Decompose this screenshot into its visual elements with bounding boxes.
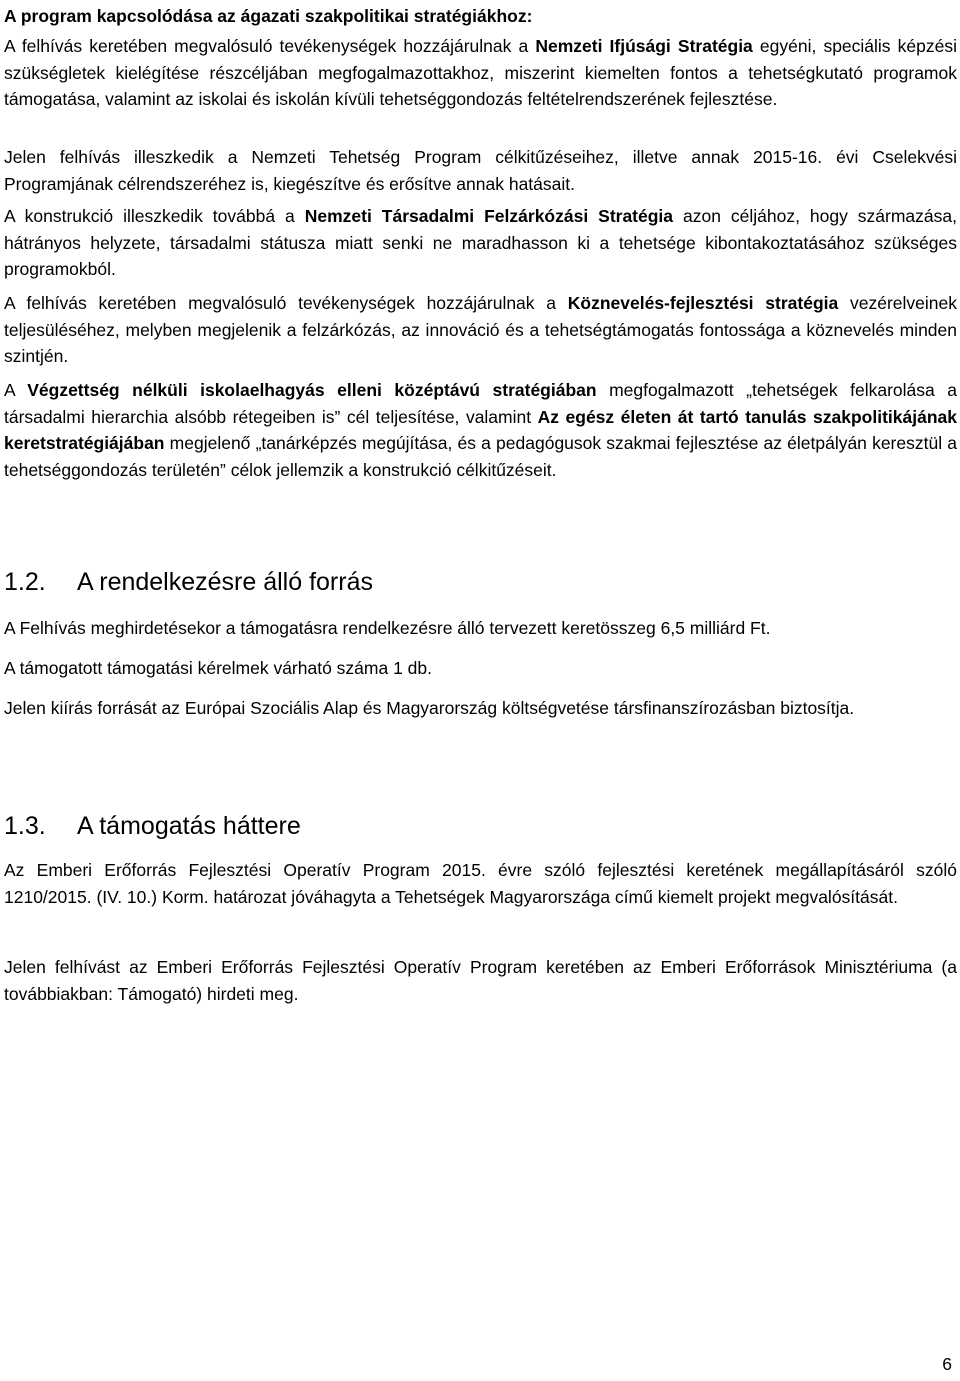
- paragraph-government-decision: [4, 857, 957, 910]
- text-segment: A konstrukció illeszkedik továbbá a: [4, 206, 305, 226]
- page-number: 6: [942, 1354, 952, 1374]
- section-number: 1.3.: [4, 812, 46, 840]
- text-segment: vezérelveinek teljesüléséhez, melyben megjelenik a felzárkózás, az innováció és a tehetségtámogatás fontossága a köznevelés minden szintjén.: [4, 293, 957, 366]
- bold-strategy-name: Nemzeti Ifjúsági Stratégia: [535, 36, 753, 56]
- text-segment: Jelen felhívás illeszkedik a Nemzeti Tehetség Program célkitűzéseihez, illetve annak 2015-16. évi Cselekvési Programjának célrendszeréhez is, kiegészítve és erősítve annak hatásait.: [4, 147, 957, 194]
- paragraph-application-count: [4, 655, 957, 682]
- text-segment: Jelen felhívást az Emberi Erőforrás Fejlesztési Operatív Program keretében az Emberi Erőforrások Minisztériuma (a továbbiakban: Támogató) hirdeti meg.: [4, 957, 957, 1004]
- text-segment: A: [4, 380, 28, 400]
- paragraph-funding-source: [4, 695, 957, 722]
- section-heading-available-funds: [4, 566, 373, 598]
- text-segment: A Felhívás meghirdetésekor a támogatásra rendelkezésre álló tervezett keretösszeg 6,5 milliárd Ft.: [4, 618, 771, 638]
- text-segment: megjelenő „tanárképzés megújítása, és a pedagógusok szakmai fejlesztése az életpályán keresztül a tehetséggondozás területén” célok jellemzik a konstrukció célkitűzéseit.: [4, 433, 957, 480]
- text-segment: azon céljához, hogy származása, hátrányos helyzete, társadalmi státusza miatt senki ne maradhasson ki a tehetsége kibontakoztatásához szükséges programokból.: [4, 206, 957, 279]
- section-title: A rendelkezésre álló forrás: [77, 568, 373, 596]
- paragraph-announcer: [4, 954, 957, 1007]
- text-segment: A támogatott támogatási kérelmek várható száma 1 db.: [4, 658, 432, 678]
- paragraph-public-education: [4, 290, 957, 370]
- section-heading-support-background: [4, 810, 301, 842]
- text-segment: megfogalmazott „tehetségek felkarolása a társadalmi hierarchia alsóbb rétegeiben is” cél teljesítése, valamint: [4, 380, 957, 427]
- bold-strategy-name: Köznevelés-fejlesztési stratégia: [567, 293, 839, 313]
- intro-heading: A program kapcsolódása az ágazati szakpolitikai stratégiákhoz:: [4, 6, 533, 26]
- paragraph-social-inclusion: [4, 203, 957, 283]
- bold-strategy-name: Az egész életen át tartó tanulás szakpolitikájának keretstratégiájában: [4, 406, 957, 453]
- section-title: A támogatás háttere: [77, 812, 301, 840]
- text-segment: Az Emberi Erőforrás Fejlesztési Operatív Program 2015. évre szóló fejlesztési keretének megállapításáról szóló 1210/2015. (IV. 10.) Korm. határozat jóváhagyta a Tehetségek Magyarországa című kiemelt projekt megvalósítását.: [4, 860, 957, 907]
- bold-strategy-name: Végzettség nélküli iskolaelhagyás elleni középtávú stratégiában: [27, 380, 597, 400]
- paragraph-budget: [4, 615, 957, 642]
- bold-strategy-name: Nemzeti Társadalmi Felzárkózási Stratégia: [304, 206, 674, 226]
- text-segment: A felhívás keretében megvalósuló tevékenységek hozzájárulnak a: [4, 293, 568, 313]
- paragraph-talent-program: [4, 144, 957, 197]
- text-segment: egyéni, speciális képzési szükségletek kielégítése részcéljában megfogalmazottakhoz, miszerint kiemelten fontos a tehetségkutató programok támogatása, valamint az iskolai és iskolán kívüli tehetséggondozás feltételrendszerének fejlesztése.: [4, 36, 957, 109]
- paragraph-youth-strategy: [4, 33, 957, 113]
- paragraph-early-school-leaving: [4, 377, 957, 483]
- text-segment: Jelen kiírás forrását az Európai Szociális Alap és Magyarország költségvetése társfinanszírozásban biztosítja.: [4, 698, 855, 718]
- text-segment: A felhívás keretében megvalósuló tevékenységek hozzájárulnak a: [4, 36, 536, 56]
- section-number: 1.2.: [4, 568, 46, 596]
